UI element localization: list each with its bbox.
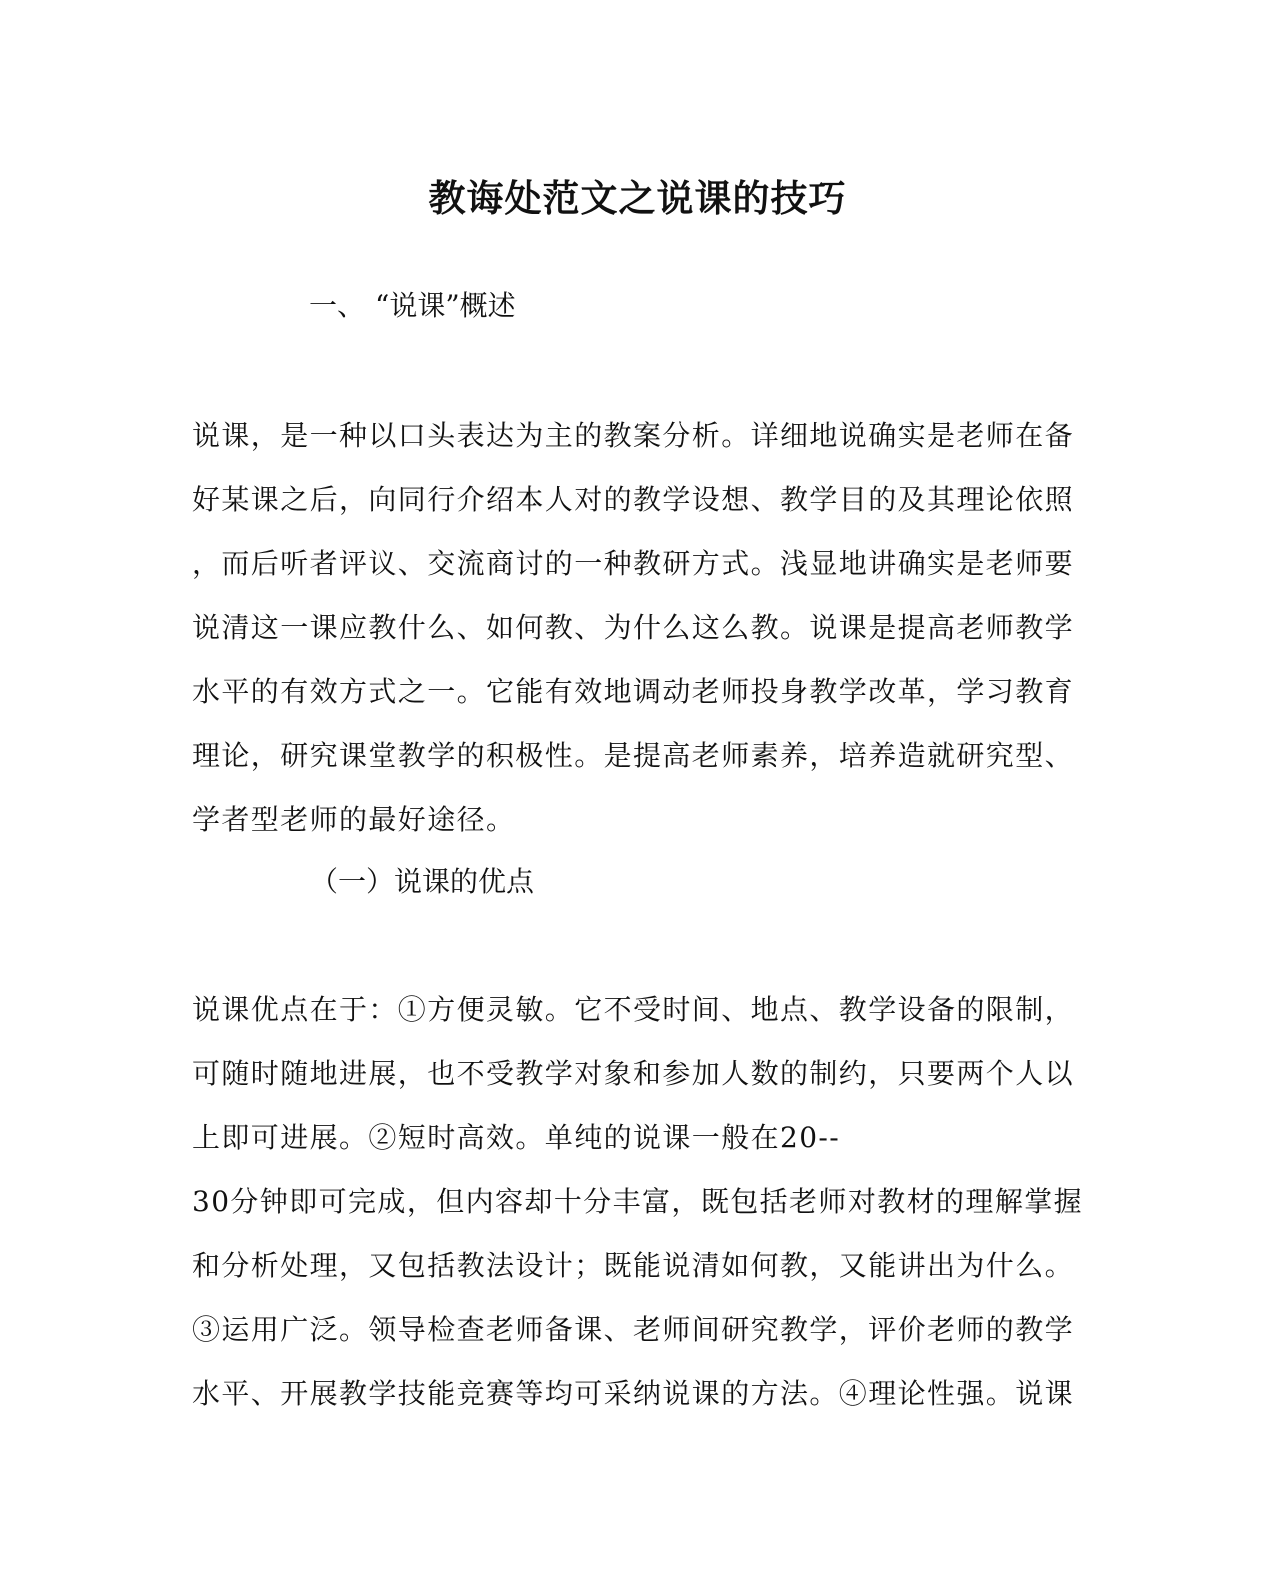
- paragraph-line: 水平的有效方式之一。它能有效地调动老师投身教学改革，学习教育: [192, 675, 1075, 708]
- paragraph-line: 可随时随地进展，也不受教学对象和参加人数的制约，只要两个人以: [192, 1057, 1075, 1090]
- paragraph-line: ③运用广泛。领导检查老师备课、老师间研究教学，评价老师的教学: [192, 1313, 1075, 1346]
- paragraph-line: 好某课之后，向同行介绍本人对的教学设想、教学目的及其理论依照: [192, 483, 1075, 516]
- paragraph-line: ，而后听者评议、交流商讨的一种教研方式。浅显地讲确实是老师要: [192, 547, 1075, 580]
- paragraph-line: 30分钟即可完成，但内容却十分丰富，既包括老师对教材的理解掌握: [192, 1185, 1084, 1218]
- paragraph-line: 说课优点在于：①方便灵敏。它不受时间、地点、教学设备的限制，: [192, 993, 1075, 1026]
- paragraph-line: 理论，研究课堂教学的积极性。是提高老师素养，培养造就研究型、: [192, 739, 1075, 772]
- paragraph-line: 和分析处理，又包括教法设计；既能说清如何教，又能讲出为什么。: [192, 1249, 1075, 1282]
- paragraph-2: [192, 978, 1082, 1426]
- paragraph-1: [192, 404, 1082, 852]
- document-title: 教诲处范文之说课的技巧: [428, 176, 847, 220]
- paragraph-line: 上即可进展。②短时高效。单纯的说课一般在20--: [192, 1121, 841, 1154]
- paragraph-line: 说清这一课应教什么、如何教、为什么这么教。说课是提高老师教学: [192, 611, 1075, 644]
- paragraph-line: 说课，是一种以口头表达为主的教案分析。详细地说确实是老师在备: [192, 419, 1075, 452]
- paragraph-line: 学者型老师的最好途径。: [192, 803, 516, 836]
- paragraph-line: 水平、开展教学技能竞赛等均可采纳说课的方法。④理论性强。说课: [192, 1377, 1075, 1410]
- subsection-heading-1: （一）说课的优点: [310, 865, 535, 898]
- section-number: 一、: [309, 289, 366, 322]
- section-heading-1: [309, 284, 516, 328]
- section-heading-text: “说课”概述: [375, 289, 516, 322]
